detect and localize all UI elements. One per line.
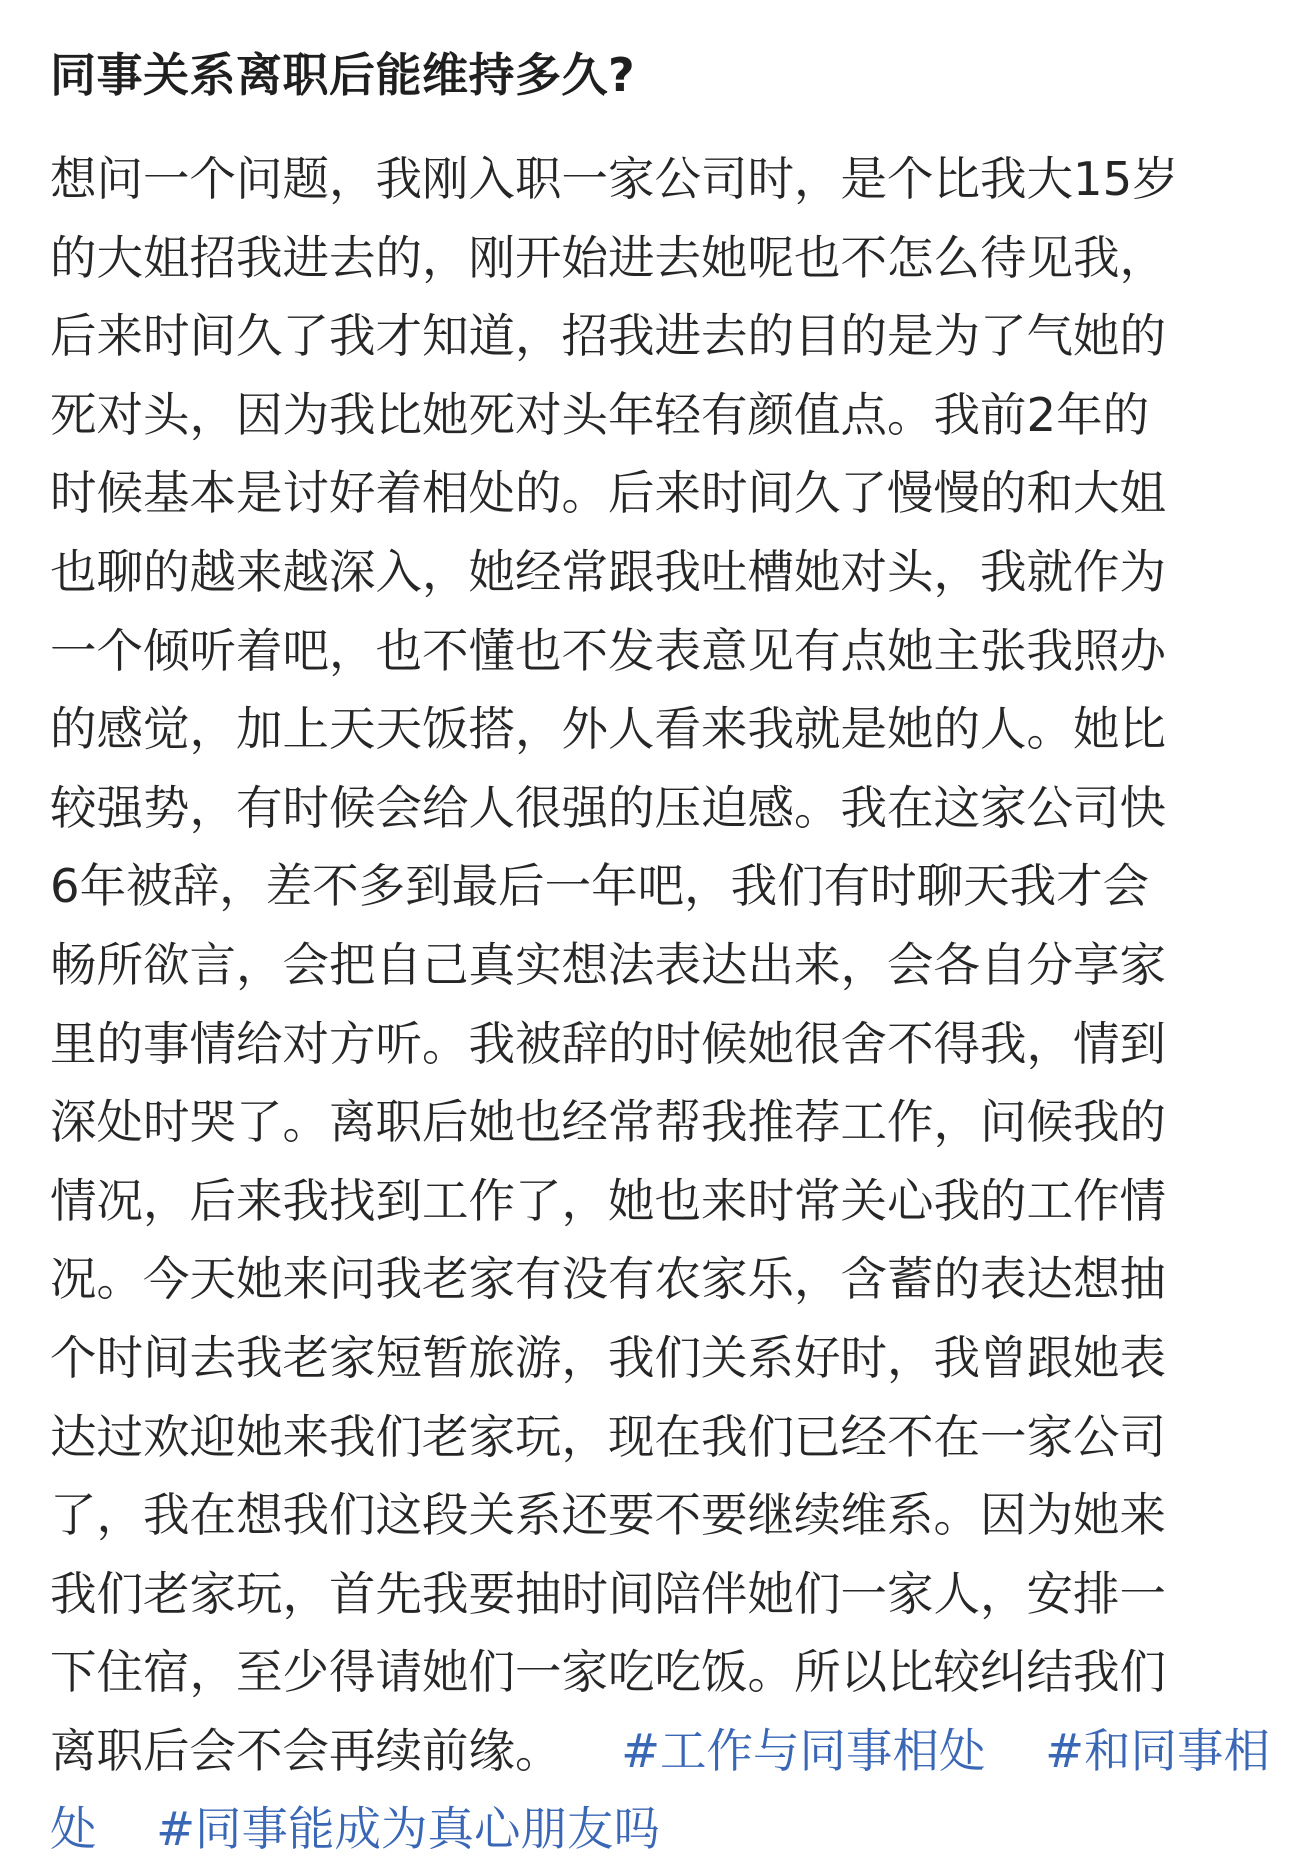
body-line: 深处时哭了。离职后她也经常帮我推荐工作，问候我的 [50, 1095, 1166, 1150]
body-line: 达过欢迎她来我们老家玩，现在我们已经不在一家公司 [50, 1409, 1166, 1464]
body-line: 时候基本是讨好着相处的。后来时间久了慢慢的和大姐 [50, 466, 1166, 521]
body-line: 一个倾听着吧，也不懂也不发表意见有点她主张我照办 [50, 623, 1166, 678]
body-line: 死对头，因为我比她死对头年轻有颜值点。我前2年的 [50, 387, 1150, 442]
body-line: 个时间去我老家短暂旅游，我们关系好时，我曾跟她表 [50, 1330, 1166, 1385]
post-body [50, 140, 1271, 1869]
body-line: 6年被辞，差不多到最后一年吧，我们有时聊天我才会 [50, 859, 1150, 914]
body-line-tags [50, 1790, 1242, 1869]
body-line: 了，我在想我们这段关系还要不要继续维系。因为她来 [50, 1488, 1166, 1543]
body-line: 情况，后来我找到工作了，她也来时常关心我的工作情 [50, 1173, 1166, 1228]
hashtag-colleagues-true-friends[interactable]: #同事能成为真心朋友吗 [156, 1802, 661, 1857]
body-line: 想问一个问题，我刚入职一家公司时，是个比我大15岁 [50, 152, 1179, 206]
hashtag-work-colleagues[interactable]: #工作与同事相处 [621, 1723, 986, 1778]
hashtag-get-along-colleagues[interactable]: #和同事相 [1045, 1723, 1271, 1778]
hashtag-get-along-colleagues-continued[interactable]: 处 [50, 1802, 97, 1857]
body-last-text: 离职后会不会再续前缘。 [50, 1723, 562, 1778]
body-line: 况。今天她来问我老家有没有农家乐，含蓄的表达想抽 [50, 1252, 1166, 1307]
body-line-with-tags [50, 1712, 1271, 1791]
body-line: 较强势，有时候会给人很强的压迫感。我在这家公司快 [50, 780, 1166, 835]
body-line: 下住宿，至少得请她们一家吃吃饭。所以比较纠结我们 [50, 1645, 1166, 1700]
body-line: 也聊的越来越深入，她经常跟我吐槽她对头，我就作为 [50, 544, 1166, 599]
body-line: 我们老家玩，首先我要抽时间陪伴她们一家人，安排一 [50, 1566, 1166, 1621]
body-line: 后来时间久了我才知道，招我进去的目的是为了气她的 [50, 309, 1166, 364]
post-title: 同事关系离职后能维持多久? [50, 48, 636, 102]
body-line: 畅所欲言，会把自己真实想法表达出来，会各自分享家 [50, 937, 1166, 992]
body-line: 里的事情给对方听。我被辞的时候她很舍不得我，情到 [50, 1016, 1166, 1071]
body-line: 的大姐招我进去的，刚开始进去她呢也不怎么待见我， [50, 230, 1166, 285]
body-line: 的感觉，加上天天饭搭，外人看来我就是她的人。她比 [50, 702, 1166, 757]
